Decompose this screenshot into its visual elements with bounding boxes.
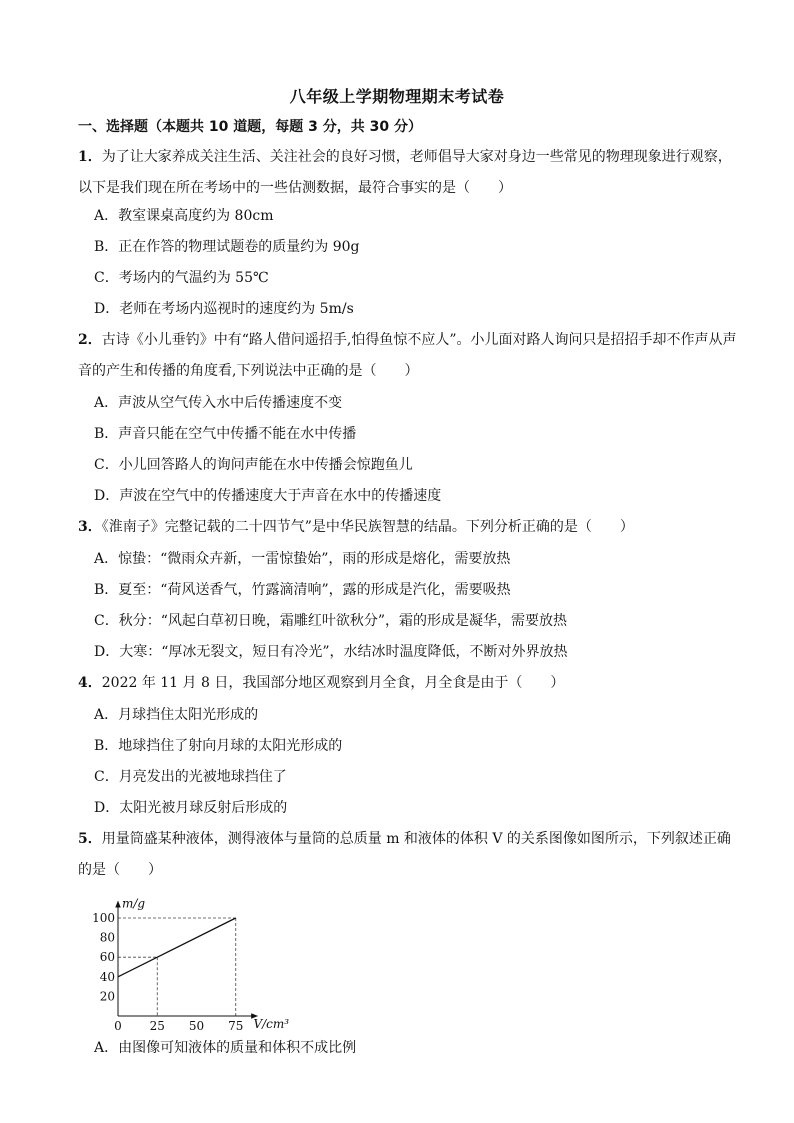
- question-4-stem: [78, 668, 742, 699]
- question-3-option-d[interactable]: D．大寒：“厚冰无裂文，短日有冷光”，水结冰时温度降低，不断对外界放热: [94, 644, 568, 660]
- x-tick-labels: [114, 1019, 243, 1033]
- question-2-option-a[interactable]: A．声波从空气传入水中后传播速度不变: [94, 395, 343, 411]
- y-axis-label: m/g: [122, 896, 146, 911]
- question-text: 古诗《小儿垂钓》中有“路人借问遥招手,怕得鱼惊不应人”。小儿面对路人询问只是招招手却不作声从声音的产生和传播的角度看,下列说法中正确的是（ ）: [78, 332, 737, 379]
- question-4-option-b[interactable]: B．地球挡住了射向月球的太阳光形成的: [94, 738, 343, 754]
- question-2-stem: [78, 325, 742, 387]
- question-number: 4．: [78, 675, 102, 691]
- question-3-option-b[interactable]: B．夏至：“荷风送香气，竹露滴清响”，露的形成是汽化，需要吸热: [94, 582, 511, 598]
- question-4-option-c[interactable]: C．月亮发出的光被地球挡住了: [94, 769, 287, 785]
- y-tick-label: 80: [99, 930, 115, 945]
- question-1-option-c[interactable]: C．考场内的气温约为 55℃: [94, 270, 269, 286]
- x-tick-label: 0: [114, 1019, 122, 1033]
- x-tick-label: 75: [228, 1019, 244, 1033]
- question-number: 2．: [78, 332, 102, 348]
- question-2-option-c[interactable]: C．小儿回答路人的询问声能在水中传播会惊跑鱼儿: [94, 457, 413, 473]
- question-1-option-a[interactable]: A．教室课桌高度约为 80cm: [94, 208, 274, 224]
- question-3-option-a[interactable]: A．惊蛰：“微雨众卉新，一雷惊蛰始”，雨的形成是熔化，需要放热: [94, 551, 511, 567]
- question-5-stem: [78, 824, 742, 886]
- guide-lines: [118, 918, 236, 1016]
- question-1-option-d[interactable]: D．老师在考场内巡视时的速度约为 5m/s: [94, 301, 354, 317]
- question-text: 为了让大家养成关注生活、关注社会的良好习惯，老师倡导大家对身边一些常见的物理现象进行观察，以下是我们现在所在考场中的一些估测数据，最符合事实的是（ ）: [78, 149, 732, 196]
- question-3-stem: [78, 512, 742, 543]
- question-4-option-a[interactable]: A．月球挡住太阳光形成的: [94, 707, 259, 723]
- question-2-option-b[interactable]: B．声音只能在空气中传播不能在水中传播: [94, 426, 357, 442]
- question-number: 1．: [78, 149, 102, 165]
- series-line: [118, 918, 236, 977]
- question-text: 用量筒盛某种液体，测得液体与量筒的总质量 m 和液体的体积 V 的关系图像如图所示，下列叙述正确的是（ ）: [78, 831, 731, 878]
- question-number: 3．: [78, 519, 102, 535]
- question-text: 2022 年 11 月 8 日，我国部分地区观察到月全食，月全食是由于（ ）: [101, 675, 565, 691]
- y-tick-label: 60: [99, 950, 115, 965]
- x-tick-label: 50: [188, 1019, 205, 1033]
- question-1-option-b[interactable]: B．正在作答的物理试题卷的质量约为 90g: [94, 239, 360, 255]
- question-5-option-a[interactable]: A．由图像可知液体的质量和体积不成比例: [94, 1040, 357, 1056]
- exam-title: 八年级上学期物理期末考试卷: [289, 87, 505, 106]
- question-text: 《淮南子》完整记载的二十四节气”是中华民族智慧的结晶。下列分析正确的是（ ）: [101, 519, 634, 535]
- question-number: 5．: [78, 831, 102, 847]
- question-1-stem: [78, 142, 742, 204]
- question-2-option-d[interactable]: D．声波在空气中的传播速度大于声音在水中的传播速度: [94, 488, 442, 504]
- x-axis-label: V/cm³: [253, 1017, 290, 1031]
- y-tick-label: 20: [99, 989, 115, 1004]
- mass-volume-graph: [92, 893, 300, 1033]
- question-4-option-d[interactable]: D．太阳光被月球反射后形成的: [94, 800, 288, 816]
- y-tick-label: 100: [92, 911, 115, 925]
- data-series: [118, 918, 236, 977]
- x-tick-label: 25: [149, 1019, 165, 1033]
- section-heading: 一、选择题（本题共 10 道题，每题 3 分，共 30 分）: [78, 119, 422, 135]
- y-tick-labels: [92, 911, 115, 1003]
- question-3-option-c[interactable]: C．秋分：“风起白草初日晚，霜雕红叶欲秋分”，霜的形成是凝华，需要放热: [94, 613, 568, 629]
- y-tick-label: 40: [99, 969, 115, 984]
